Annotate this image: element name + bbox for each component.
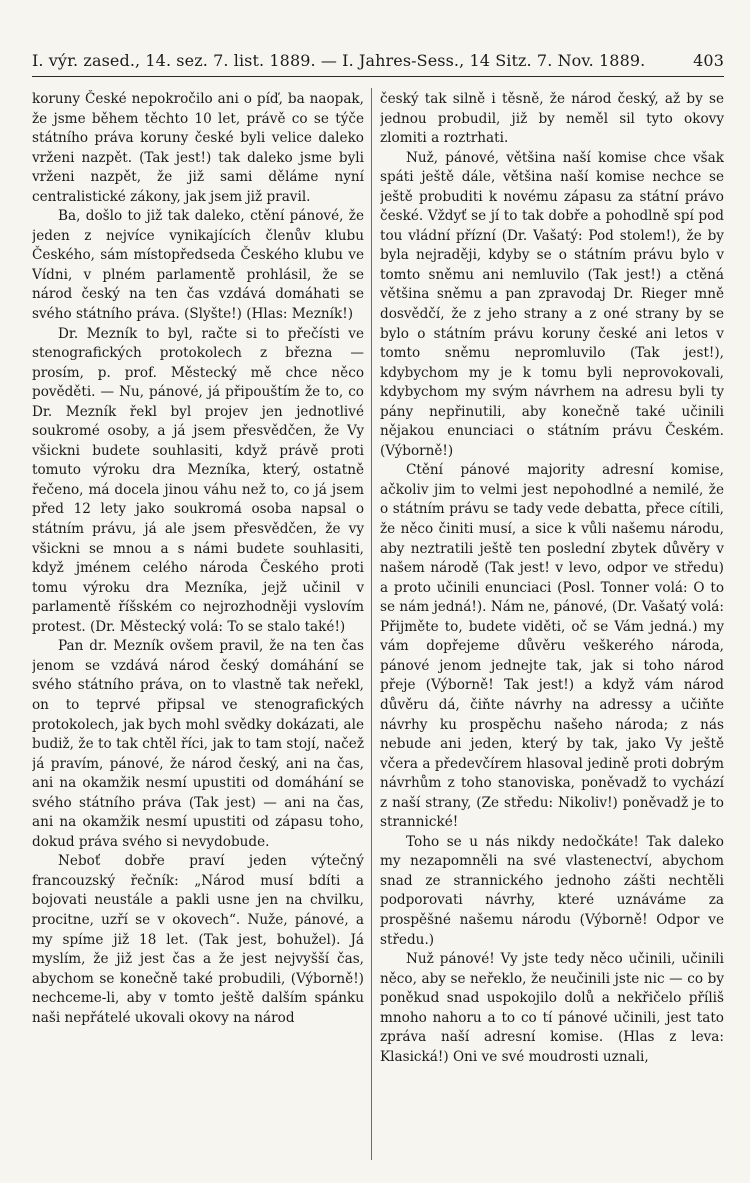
page-number: 403 bbox=[693, 50, 724, 70]
paragraph: Neboť dobře praví jeden výtečný francouzský řečník: „Národ musí bdíti a bojovati neustále a pakli usne jen na chvilku, procitne, uzří se v okovech“. Nuže, pánové, a my spíme již 18 let. (Tak jest, bohužel). Já myslím, že již jest čas a že jest nejvyšší čas, abychom se konečně také probudili, (Výborně!) nechceme-li, aby v tomto ještě dalším spánku naši nepřátelé ukovali okovy na národ bbox=[32, 853, 364, 1026]
column-divider bbox=[371, 88, 372, 1160]
paragraph: český tak silně i těsně, že národ český, až by se jednou probudil, již by neměl sil tyto okovy zlomiti a roztrhati. bbox=[380, 91, 724, 147]
paragraph: Toho se u nás nikdy nedočkáte! Tak daleko my nezapomněli na své vlastenectví, abychom snad ze strannického jednoho zášti nechtěli podporovati návrhy, které uznáváme za prospěšné našemu národu (Výborně! Odpor ve středu.) bbox=[380, 833, 724, 948]
paragraph: koruny České nepokročilo ani o píď, ba naopak, že jsme během těchto 10 let, právě co se týče státního práva koruny české byli velice daleko vrženi nazpět. (Tak jest!) tak daleko jsme byli vrženi nazpět, že již sami děláme nyní centralistické zákony, jak jsem již pravil. bbox=[32, 91, 364, 205]
paragraph: Ctění pánové majority adresní komise, ačkoliv jim to velmi jest nepohodlné a nemilé, že o státním právu se tady vede debatta, přece cítili, že něco činiti musí, a sice k vůli našemu národu, aby neztratili ještě ten poslední zbytek důvěry v našem národě (Tak jest! v levo, odpor ve středu) a proto učinili enunciaci (Posl. Tonner volá: O to se nám jedná!). Nám ne, pánové, (Dr. Vašatý volá: Přijměte to, budete viděti, oč se Vám jedná.) my vám dopřejeme důvěru veškerého národa, pánové jenom jednejte tak, jak si toho národ přeje (Výborně! Tak jest!) a když vám národ důvěru dá, čiňte návrhy na adressy a učiňte návrhy ku prospěchu našeho národa; z nás nebude ani jeden, který by tak, jako Vy ještě včera a předevčírem hlasoval jedině proti dobrým návrhům z toho stanoviska, poněvadž to vychází z naší strany, (Ze středu: Nikoliv!) poněvadž je to strannické! bbox=[380, 462, 724, 831]
right-column bbox=[380, 90, 724, 1160]
paragraph: Pan dr. Mezník ovšem pravil, že na ten čas jenom se vzdává národ český domáhání se svého státního práva, on to vlastně tak neřekl, on to teprvé připsal ve stenografických protokolech, jak bych mohl svědky dokázati, ale budiž, že to tak chtěl říci, jak to tam stojí, načež já pravím, pánové, že národ český, ani na čas, ani na okamžik nesmí upustiti od domáhání se svého státního práva (Tak jest) — ani na čas, ani na okamžik nesmí upustiti od zápasu toho, dokud práva svého si nevydobude. bbox=[32, 638, 364, 850]
paragraph: Dr. Mezník to byl, račte si to přečísti ve stenografických protokolech z března — prosím, p. prof. Městecký mě chce něco pověděti. — Nu, pánové, já připouštím že to, co Dr. Mezník řekl byl projev jen jednotlivé soukromé osoby, a já jsem přesvědčen, že Vy všickni budete souhlasiti, když právě proti tomuto výroku dra Mezníka, který, ostatně řečeno, má docela jinou váhu než to, co já jsem před 12 lety jako soukromá osoba napsal o státním právu, já ale jsem přesvědčen, že vy všickni se mnou a s námi budete souhlasiti, když jménem celého národa Českého proti tomu výroku dra Mezníka, jejž učinil v parlamentě říšském co nejrozhodněji vyslovím protest. (Dr. Městecký volá: To se stalo také!) bbox=[32, 325, 364, 635]
header-rule bbox=[32, 76, 724, 77]
paragraph: Nuž pánové! Vy jste tedy něco učinili, učinili něco, aby se neřeklo, že neučinili jste nic — co by poněkud snad uspokojilo dolů a nekřičelo příliš mnoho nahoru a to co tí pánové učinili, jest tato zpráva naší adresní komise. (Hlas z leva: Klasická!) Oni ve své moudrosti uznali, bbox=[380, 951, 724, 1065]
left-column bbox=[32, 90, 364, 1160]
paragraph: Ba, došlo to již tak daleko, ctění pánové, že jeden z nejvíce vynikajících členův klubu Českého, sám místopředseda Českého klubu ve Vídni, v plném parlamentě prohlásil, že se národ český na ten čas vzdává domáhati se svého státního práva. (Slyšte!) (Hlas: Mezník!) bbox=[32, 208, 364, 323]
running-header-title: I. výr. zased., 14. sez. 7. list. 1889. — I. Jahres-Sess., 14 Sitz. 7. Nov. 1889. bbox=[32, 50, 646, 70]
running-header bbox=[32, 47, 724, 73]
paragraph: Nuž, pánové, většina naší komise chce však spáti ještě dále, většina naší komise nechce se ještě probuditi k novému zápasu za státní právo české. Vždyť se jí to tak dobře a pohodlně spí pod tou vládní přízní (Dr. Vašatý: Pod stolem!), že by byla nejraději, kdyby se o státním právu bylo v tomto sněmu ani nemluvilo (Tak jest!) a ctěná většina sněmu a pan zpravodaj Dr. Rieger mně dosvědčí, že z jeho strany a z oné strany by se bylo o státním právu koruny české ani letos v tomto sněmu nepromluvilo (Tak jest!), kdybychom my je k tomu byli neprovokovali, kdybychom my svým návrhem na adresu byli ty pány nepřinutili, aby konečně také učinili nějakou enunciaci o státním právu Českém. (Výborně!) bbox=[380, 149, 724, 459]
